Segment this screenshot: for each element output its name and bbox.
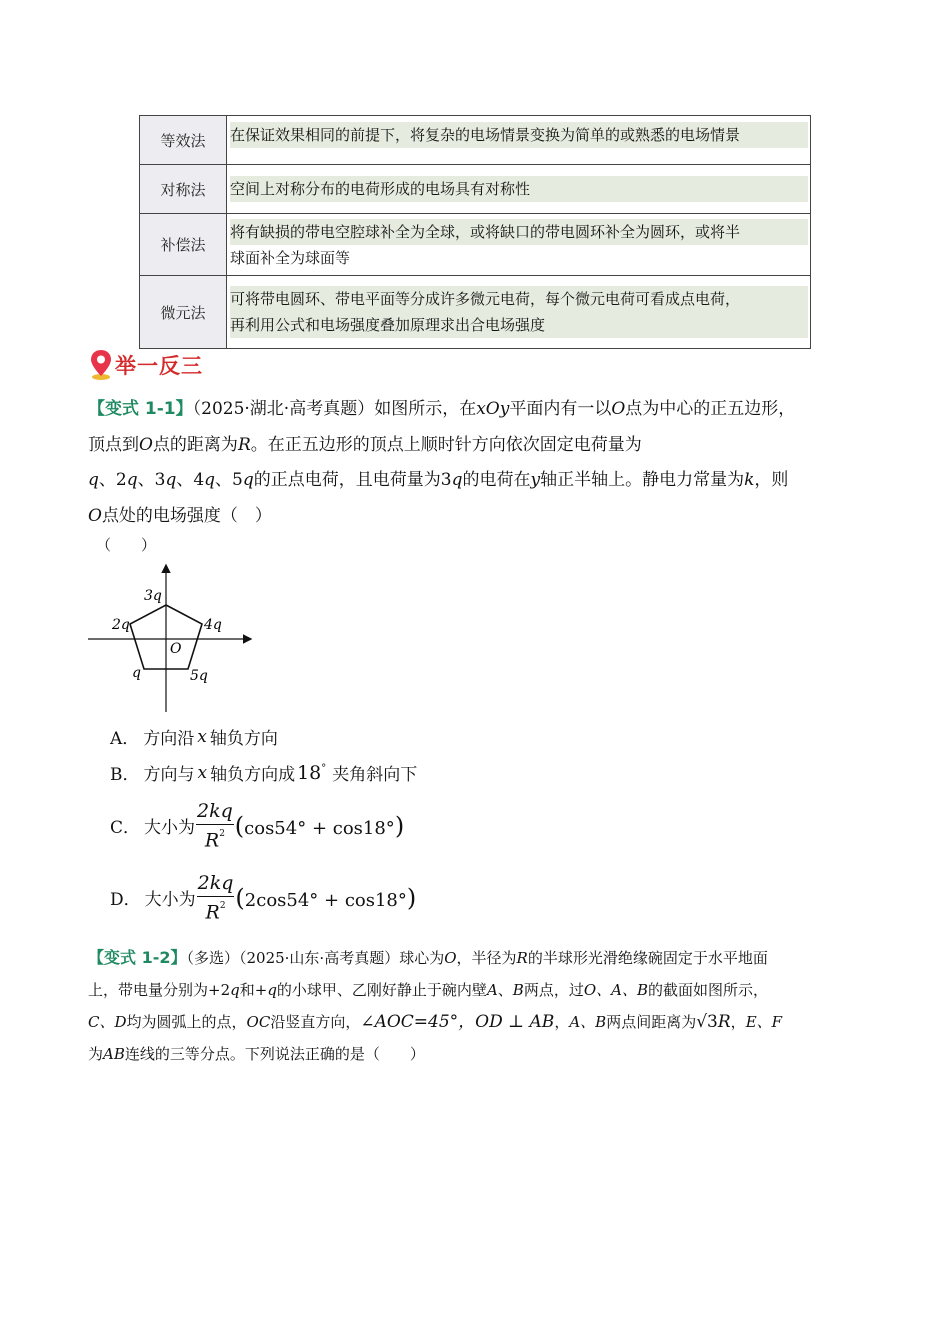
method-name: 微元法 [140,276,227,349]
option-d[interactable]: D． 大小为 $\frac{2kq}{R^2}$ (2cos54° + cos18°) [110,872,417,924]
method-name: 补偿法 [140,214,227,276]
charge-label: 5q [190,668,208,684]
fraction: $\frac{2kq}{R^2}$ [197,800,233,852]
table-row [140,276,811,349]
table-row [140,165,811,214]
problem-1-text: 【变式 1-1】（2025·湖北·高考真题）如图所示，在xOy平面内有一以O点为中心的正五边形， 顶点到O点的距离为R。在正五边形的顶点上顺时针方向依次固定电荷量为 q、2q、3q、4q、5q的正点电荷，且电荷量为3q的电荷在y轴正半轴上。静电力常量为k，则 O点处的电场强度（ ） [88,399,796,526]
table-row [140,116,811,165]
method-description: 再利用公式和电场强度叠加原理求出合电场强度 [230,312,808,338]
map-pin-icon [90,349,112,381]
method-name: 对称法 [140,165,227,214]
charge-label: 2q [112,617,130,633]
option-c[interactable]: C． 大小为 $\frac{2kq}{R^2}$ (cos54° + cos18°) [110,800,405,852]
pentagon-charge-figure [86,562,256,718]
origin-label: O [170,641,182,657]
charge-label: 4q [204,617,222,633]
option-a[interactable]: A． 方向沿 x 轴负方向 [110,726,278,749]
problem-2-text: 【变式 1-2】（多选）（2025·山东·高考真题）球心为O，半径为R的半球形光滑绝缘碗固定于水平地面 上，带电量分别为+2q和+q的小球甲、乙刚好静止于碗内壁A、B两点，过O、A、B的截面如图所示， C、D均为圆弧上的点，OC沿竖直方向，∠AOC=45°，OD ⊥ AB，A、B两点间距离为√3R，E、F 为AB连线的三等分点。下列说法正确的是（ ） [88,948,783,1063]
method-description: 可将带电圆环、带电平面等分成许多微元电荷，每个微元电荷可看成点电荷， [230,286,808,312]
method-description: 球面补全为球面等 [230,245,808,271]
method-name: 等效法 [140,116,227,165]
charge-label: q [132,665,141,681]
method-description: 将有缺损的带电空腔球补全为全球，或将缺口的带电圆环补全为圆环，或将半 [230,219,808,245]
method-description: 在保证效果相同的前提下，将复杂的电场情景变换为简单的或熟悉的电场情景 [230,122,808,148]
methods-table [139,115,811,349]
fraction: $\frac{2kq}{R^2}$ [197,872,234,924]
table-row [140,214,811,276]
section-header [90,348,203,382]
method-description: 空间上对称分布的电荷形成的电场具有对称性 [230,176,808,202]
answer-blank: （ ） [96,536,157,554]
problem-tag: 【变式 1-1】 [88,399,193,419]
option-b[interactable]: B． 方向与 x 轴负方向成 18 ° 夹角斜向下 [110,761,418,785]
section-title: 举一反三 [115,354,203,378]
problem-tag: 【变式 1-2】 [88,948,187,967]
charge-label: 3q [144,588,162,604]
